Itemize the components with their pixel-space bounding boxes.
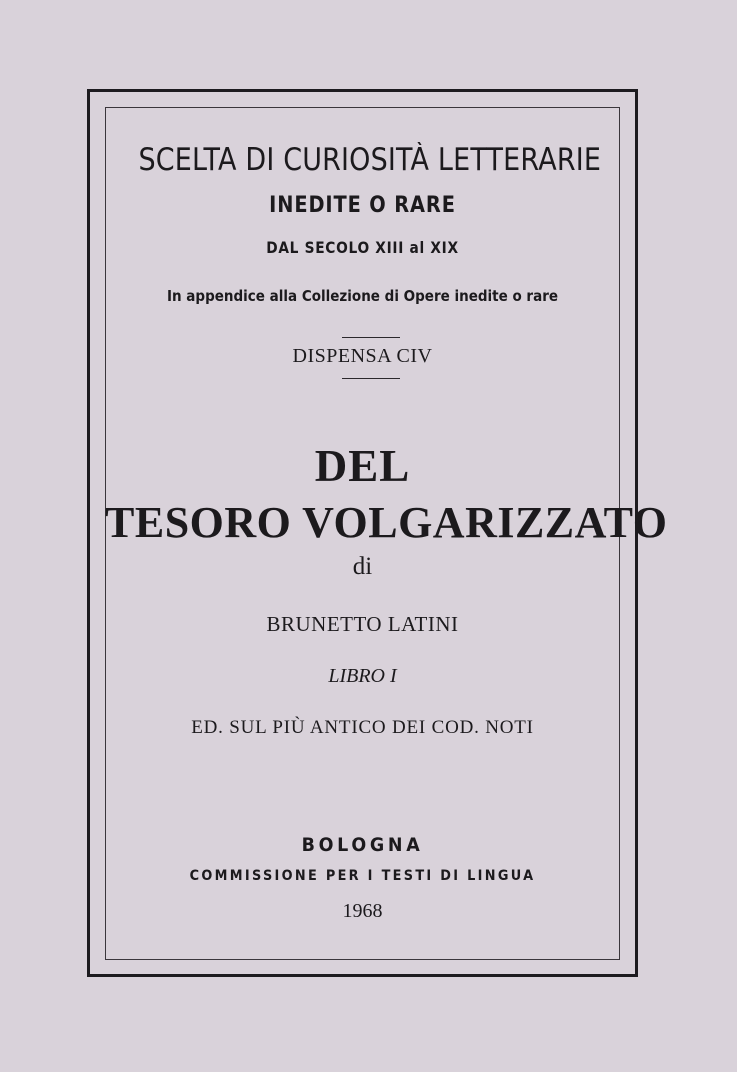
book-title-line-2: TESORO VOLGARIZZATO [105,498,668,547]
author-name: BRUNETTO LATINI [266,612,459,636]
divider-top [342,337,400,338]
series-subtitle-centuries: DAL SECOLO XIII al XIX [266,238,459,257]
divider-bottom [342,378,400,379]
by-label: di [352,553,373,580]
appendix-note: In appendice alla Collezione di Opere inedite o rare [166,287,559,305]
edition-note: ED. SUL PIÙ ANTICO DEI COD. NOTI [191,717,534,738]
dispensa-number: DISPENSA CIV [292,345,433,367]
book-number: LIBRO I [328,665,397,687]
series-subtitle-rare: INEDITE O RARE [269,193,456,218]
book-title-line-1: DEL [314,441,411,491]
series-title: SCELTA DI CURIOSITÀ LETTERARIE [138,142,602,178]
publisher-name: COMMISSIONE PER I TESTI DI LINGUA [189,868,536,884]
publication-city: BOLOGNA [301,834,424,856]
publication-year: 1968 [342,900,383,922]
